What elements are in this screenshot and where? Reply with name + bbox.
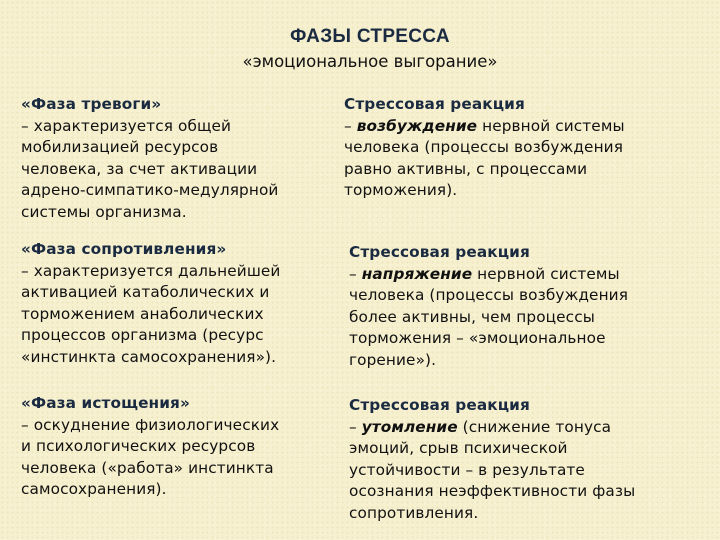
text-line: осознания неэффективности фазы (349, 482, 636, 500)
reaction-keyword: утомление (361, 417, 458, 436)
text-line: процессов организма (ресурс (21, 326, 264, 344)
text-line: «инстинкта самосохранения»). (21, 347, 277, 366)
text-line: системы организма. (21, 202, 187, 221)
stress-reaction-title: Стрессовая реакция (349, 396, 530, 414)
text-line: – характеризуется общей (21, 116, 232, 135)
dash: – (349, 417, 362, 436)
text-fragment: нервной системы (477, 116, 625, 135)
text-line: торможения – «эмоциональное (349, 329, 606, 347)
slide-subtitle: «эмоциональное выгорание» (242, 52, 498, 71)
text-line: адрено-симпатико-медулярной (21, 181, 279, 199)
text-line: эмоций, срыв психической (349, 439, 568, 457)
slide-title: ФАЗЫ СТРЕССА (290, 26, 450, 47)
text-line: – характеризуется дальнейшей (21, 261, 281, 280)
phase-exhaustion-title: «Фаза истощения» (21, 394, 190, 412)
text-fragment: (снижение тонуса (457, 417, 612, 436)
phase-exhaustion-description (21, 393, 341, 501)
stress-reaction-title: Стрессовая реакция (344, 95, 525, 113)
text-line (344, 116, 704, 138)
text-line: равно активны, с процессами (344, 159, 588, 178)
text-line: человека (процессы возбуждения (349, 286, 629, 304)
text-line: мобилизацией ресурсов (21, 138, 219, 156)
phase-resistance-stress-reaction (349, 242, 709, 371)
text-line: человека, за счет активации (21, 159, 258, 178)
phase-resistance-title: «Фаза сопротивления» (21, 240, 227, 258)
text-line: торможением анаболических (21, 304, 264, 323)
text-line: более активны, чем процессы (349, 307, 595, 326)
phase-resistance-description (21, 239, 341, 368)
dash: – (349, 264, 362, 283)
reaction-keyword: возбуждение (356, 116, 478, 135)
dash: – (344, 116, 357, 135)
text-fragment: нервной системы (472, 264, 620, 283)
phase-alarm-title: «Фаза тревоги» (21, 95, 162, 113)
reaction-keyword: напряжение (361, 264, 473, 283)
text-line: человека (процессы возбуждения (344, 138, 624, 156)
text-line: устойчивости – в результате (349, 460, 585, 479)
text-line: горение»). (349, 350, 437, 369)
text-line: человека («работа» инстинкта (21, 458, 274, 477)
text-line: активацией катаболических и (21, 283, 270, 301)
phase-exhaustion-stress-reaction (349, 395, 709, 524)
text-line: сопротивления. (349, 503, 479, 522)
text-line: самосохранения). (21, 480, 167, 498)
text-line: торможения). (344, 181, 458, 199)
text-line: – оскуднение физиологических (21, 415, 280, 434)
phase-alarm-description (21, 94, 341, 223)
phase-alarm-stress-reaction (344, 94, 704, 202)
text-line (349, 417, 709, 439)
text-line (349, 264, 709, 286)
slide-header (0, 26, 720, 71)
text-line: и психологических ресурсов (21, 437, 256, 455)
stress-reaction-title: Стрессовая реакция (349, 243, 530, 261)
